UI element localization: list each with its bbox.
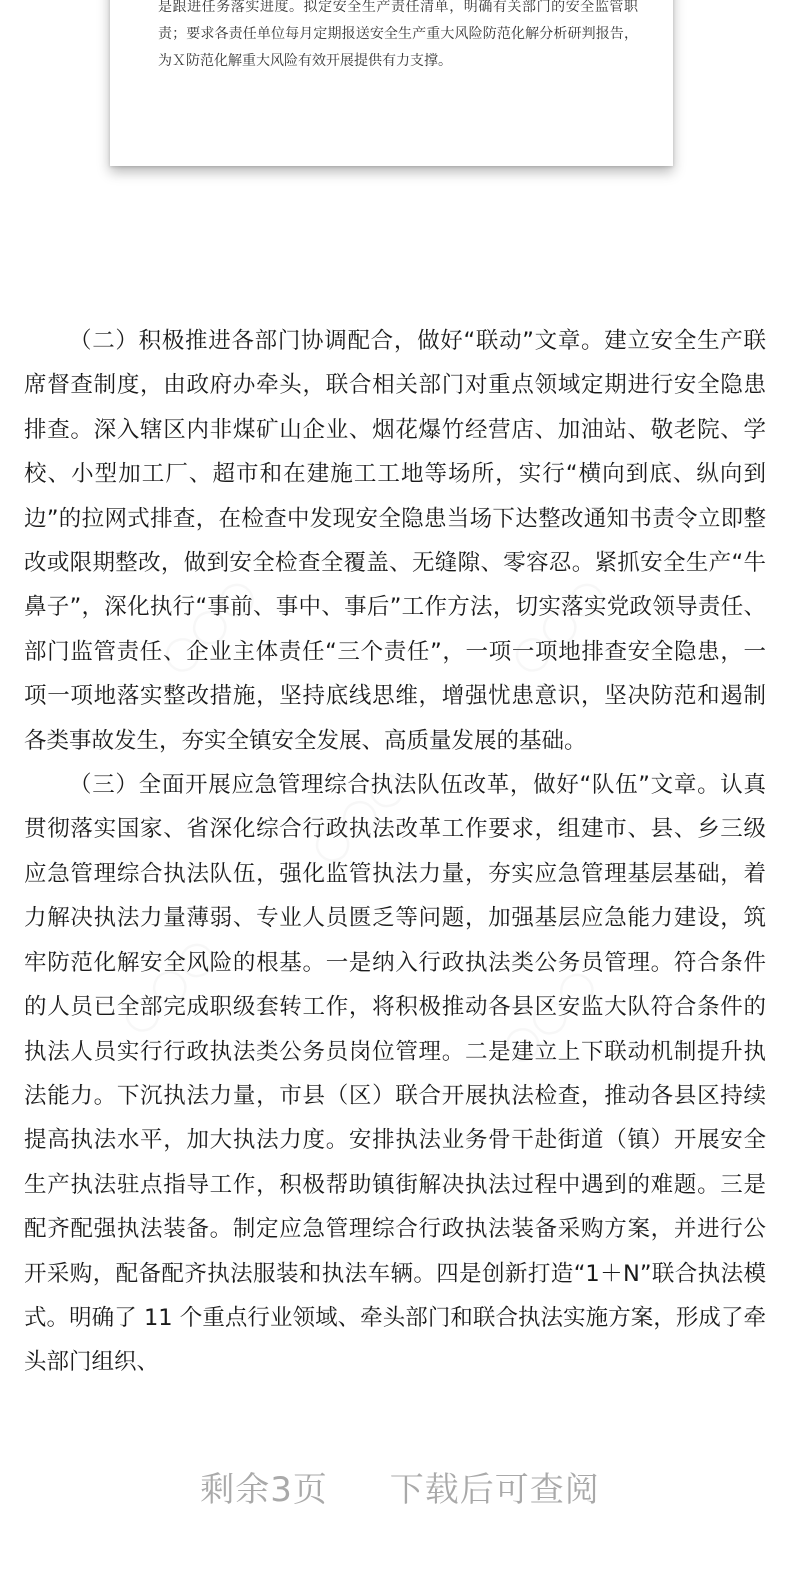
- remaining-pages-label: 剩余3页: [200, 1470, 328, 1510]
- article-body: [24, 319, 766, 1385]
- paragraph-linkage: （二）积极推进各部门协调配合，做好“联动”文章。建立安全生产联席督查制度，由政府办牵头，联合相关部门对重点领域定期进行安全隐患排查。深入辖区内非煤矿山企业、烟花爆竹经营店、加油站、敬老院、学校、小型加工厂、超市和在建施工工地等场所，实行“横向到底、纵向到边”的拉网式排查，在检查中发现安全隐患当场下达整改通知书责令立即整改或限期整改，做到安全检查全覆盖、无缝隙、零容忍。紧抓安全生产“牛鼻子”，深化执行“事前、事中、事后”工作方法，切实落实党政领导责任、部门监管责任、企业主体责任“三个责任”，一项一项地排查安全隐患，一项一项地落实整改措施，坚持底线思维，增强忧患意识，坚决防范和遏制各类事故发生，夯实全镇安全发展、高质量发展的基础。: [24, 328, 766, 754]
- watermark-mark: ○○○: [498, 566, 617, 685]
- watermark-mark: ○○○: [148, 566, 267, 685]
- watermark-mark: ○○○: [108, 926, 227, 1045]
- download-hint-label: 下载后可查阅: [389, 1470, 600, 1510]
- paragraph-team-reform: （三）全面开展应急管理综合执法队伍改革，做好“队伍”文章。认真贯彻落实国家、省深化综合行政执法改革工作要求，组建市、县、乡三级应急管理综合执法队伍，强化监管执法力量，夯实应急管理基层基础，着力解决执法力量薄弱、专业人员匮乏等问题，加强基层应急能力建设，筑牢防范化解安全风险的根基。一是纳入行政执法类公务员管理。符合条件的人员已全部完成职级套转工作，将积极推动各县区安监大队符合条件的执法人员实行行政执法类公务员岗位管理。二是建立上下联动机制提升执法能力。下沉执法力量，市县（区）联合开展执法检查，推动各县区持续提高执法水平，加大执法力度。安排执法业务骨干赴街道（镇）开展安全生产执法驻点指导工作，积极帮助镇街解决执法过程中遇到的难题。三是配齐配强执法装备。制定应急管理综合行政执法装备采购方案，并进行公开采购，配备配齐执法服装和执法车辆。四是创新打造“1＋N”联合执法模式。明确了 11 个重点行业领域、牵头部门和联合执法实施方案，形成了牵头部门组织、: [24, 772, 766, 1376]
- document-preview-card: [110, 0, 673, 166]
- download-prompt[interactable]: [0, 1462, 800, 1511]
- watermark-mark: ○○○: [488, 956, 607, 1075]
- watermark-mark: ○○○: [298, 756, 417, 875]
- preview-text: 是跟进任务落实进度。拟定安全生产责任清单，明确有关部门的安全监管职责；要求各责任单位每月定期报送安全生产重大风险防范化解分析研判报告，为Ｘ防范化解重大风险有效开展提供有力支撑。: [158, 0, 638, 69]
